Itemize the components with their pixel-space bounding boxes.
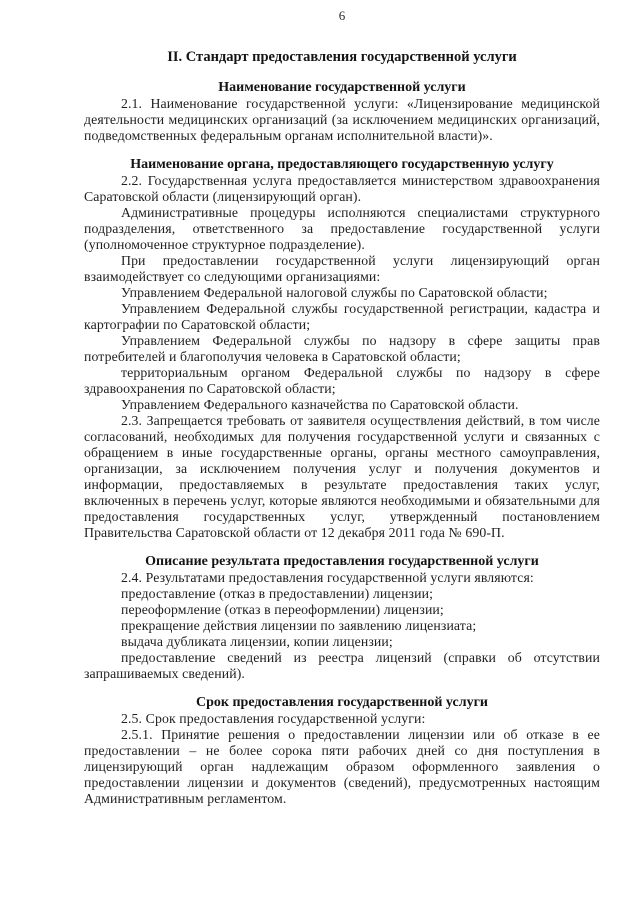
page-number: 6	[338, 8, 346, 23]
section-heading: Срок предоставления государственной услуги	[196, 695, 488, 710]
paragraph-2-5-1: 2.5.1. Принятие решения о предоставлении лицензии или об отказе в ее предоставлении – не более сорока пяти рабочих дней со дня поступления в лицензирующий орган надлежащим образом оформленного заявления о предоставлении лицензии и документов (сведений), предусмотренных настоящим Административным регламентом.	[84, 727, 600, 806]
section-authority-name	[84, 157, 600, 541]
list-item-license-grant: предоставление (отказ в предоставлении) лицензии;	[121, 586, 434, 601]
list-item-license-duplicate: выдача дубликата лицензии, копии лицензии;	[121, 634, 393, 649]
paragraph-admin-procedures: Административные процедуры исполняются специалистами структурного подразделения, ответственного за предоставление государственной услуги (уполномоченное структурное подразделение).	[84, 205, 600, 252]
paragraph-interaction-intro: При предоставлении государственной услуги лицензирующий орган взаимодействует со следующими организациями:	[84, 253, 600, 284]
list-item-license-reissue: переоформление (отказ в переоформлении) лицензии;	[121, 602, 444, 617]
paragraph-2-3: 2.3. Запрещается требовать от заявителя осуществления действий, в том числе согласований, необходимых для получения государственной услуги и связанных с обращением в иные государственные органы, органы местного самоуправления, организации, за исключением получения услуг и получения документов и информации, предоставляемых в результате предоставления таких услуг, включенных в перечень услуг, которые являются необходимыми и обязательными для предоставления государственных услуг, утвержденный постановлением Правительства Саратовской области от 12 декабря 2011 года № 690-П.	[84, 413, 600, 540]
list-item-tax-service: Управлением Федеральной налоговой службы по Саратовской области;	[121, 285, 548, 300]
list-item-registry-info: предоставление сведений из реестра лицензий (справки об отсутствии запрашиваемых сведений).	[84, 650, 600, 681]
list-item-registration-service: Управлением Федеральной службы государственной регистрации, кадастра и картографии по Саратовской области;	[84, 301, 600, 332]
list-item-license-termination: прекращение действия лицензии по заявлению лицензиата;	[121, 618, 477, 633]
section-service-name	[84, 80, 600, 144]
text-block	[84, 8, 600, 807]
section-result-description	[84, 554, 600, 682]
list-item-treasury: Управлением Федерального казначейства по Саратовской области.	[121, 397, 519, 412]
paragraph-2-2: 2.2. Государственная услуга предоставляется министерством здравоохранения Саратовской области (лицензирующий орган).	[84, 173, 600, 204]
paragraph-2-5: 2.5. Срок предоставления государственной услуги:	[121, 711, 426, 726]
section-heading: Наименование органа, предоставляющего государственную услугу	[130, 157, 554, 172]
list-item-healthcare-supervision: территориальным органом Федеральной службы по надзору в сфере здравоохранения по Саратовской области;	[84, 365, 600, 396]
section-heading: Описание результата предоставления государственной услуги	[145, 554, 539, 569]
paragraph-2-1: 2.1. Наименование государственной услуги: «Лицензирование медицинской деятельности медицинских организаций (за исключением медицинских организаций, подведомственных федеральным органам исполнительной власти)».	[84, 96, 600, 143]
list-item-consumer-protection: Управлением Федеральной службы по надзору в сфере защиты прав потребителей и благополучия человека в Саратовской области;	[84, 333, 600, 364]
document-title: II. Стандарт предоставления государственной услуги	[167, 49, 517, 65]
section-service-term	[84, 695, 600, 807]
section-heading: Наименование государственной услуги	[218, 80, 466, 95]
paragraph-2-4: 2.4. Результатами предоставления государственной услуги являются:	[121, 570, 534, 585]
